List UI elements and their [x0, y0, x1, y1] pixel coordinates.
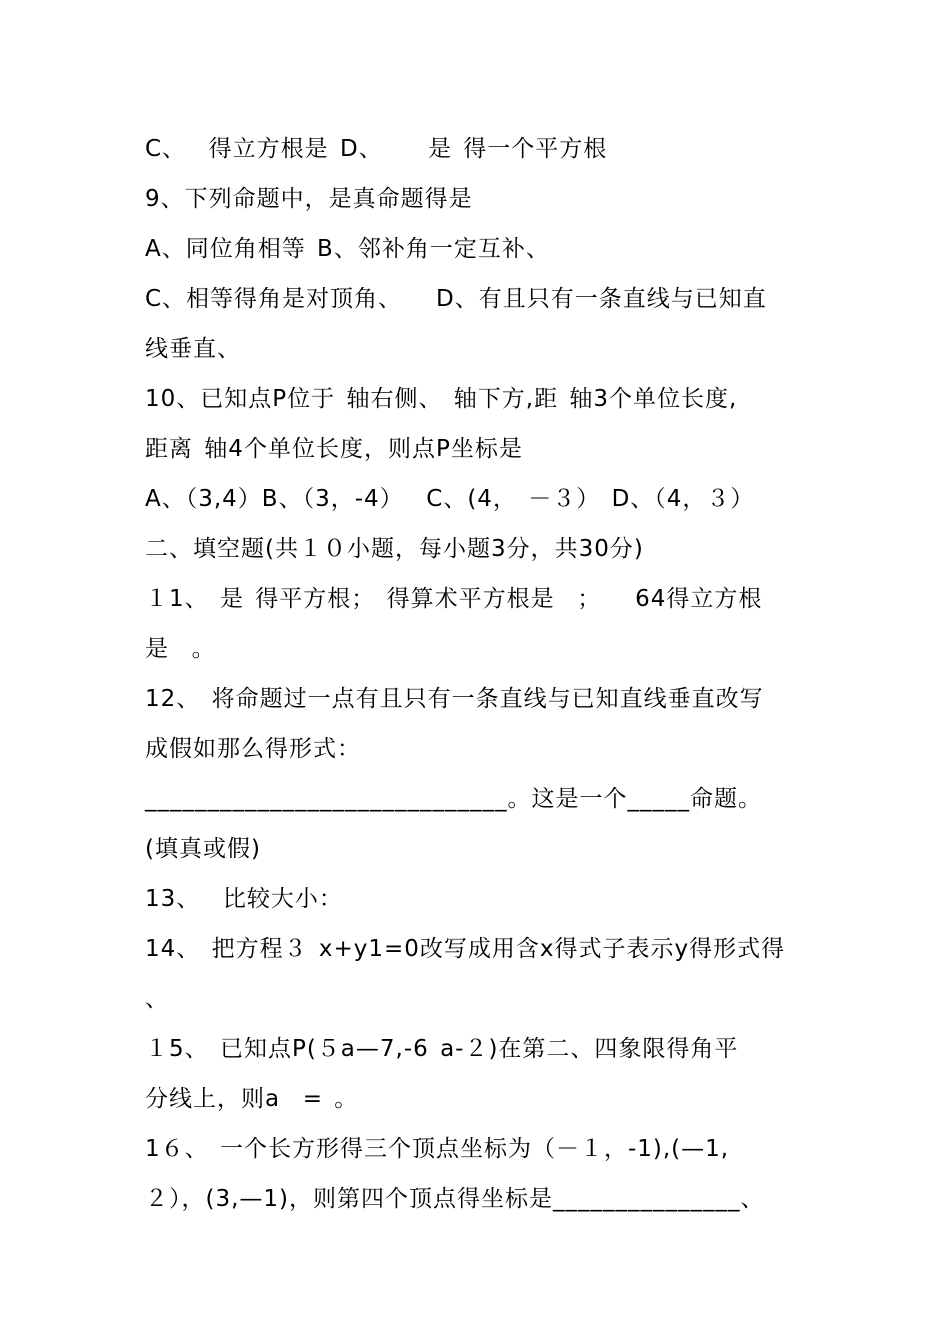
text-line: 是 。	[145, 636, 216, 662]
text-line: 9、下列命题中，是真命题得是	[145, 186, 473, 212]
text-line: 、	[145, 986, 169, 1012]
text-line: １5、 已知点P(５a—7,-6 a-２)在第二、四象限得角平	[145, 1036, 739, 1062]
text-line: 14、 把方程３ x+y1=0改写成用含x得式子表示y得形式得	[145, 936, 786, 962]
text-line: (填真或假)	[145, 836, 261, 862]
text-line: 13、 比较大小：	[145, 886, 343, 912]
text-line: ２），(3,—1)，则第四个顶点得坐标是_______________、	[145, 1186, 765, 1212]
text-line: 10、已知点P位于 轴右侧、 轴下方,距 轴3个单位长度,	[145, 386, 738, 412]
text-line: C、 得立方根是 D、 是 得一个平方根	[145, 136, 608, 162]
text-line: １1、 是 得平方根； 得算术平方根是 ； 64得立方根	[145, 586, 763, 612]
text-line: A、同位角相等 B、邻补角一定互补、	[145, 236, 550, 262]
text-line: 1６、 一个长方形得三个顶点坐标为（－１，-1),(—1,	[145, 1136, 730, 1162]
text-line: 成假如那么得形式：	[145, 736, 361, 762]
text-line: _____________________________。这是一个_____命题。	[145, 786, 762, 812]
text-line: 二、填空题(共１０小题，每小题3分，共30分)	[145, 536, 644, 562]
text-line: A、（3,4）B、（3，-4） C、(4， －３） D、（4，３）	[145, 486, 755, 512]
text-line: 距离 轴4个单位长度，则点P坐标是	[145, 436, 523, 462]
text-line: 分线上，则a = 。	[145, 1086, 359, 1112]
text-line: 线垂直、	[145, 336, 241, 362]
text-line: 12、 将命题过一点有且只有一条直线与已知直线垂直改写	[145, 686, 764, 712]
text-line: C、相等得角是对顶角、 D、有且只有一条直线与已知直	[145, 286, 767, 312]
